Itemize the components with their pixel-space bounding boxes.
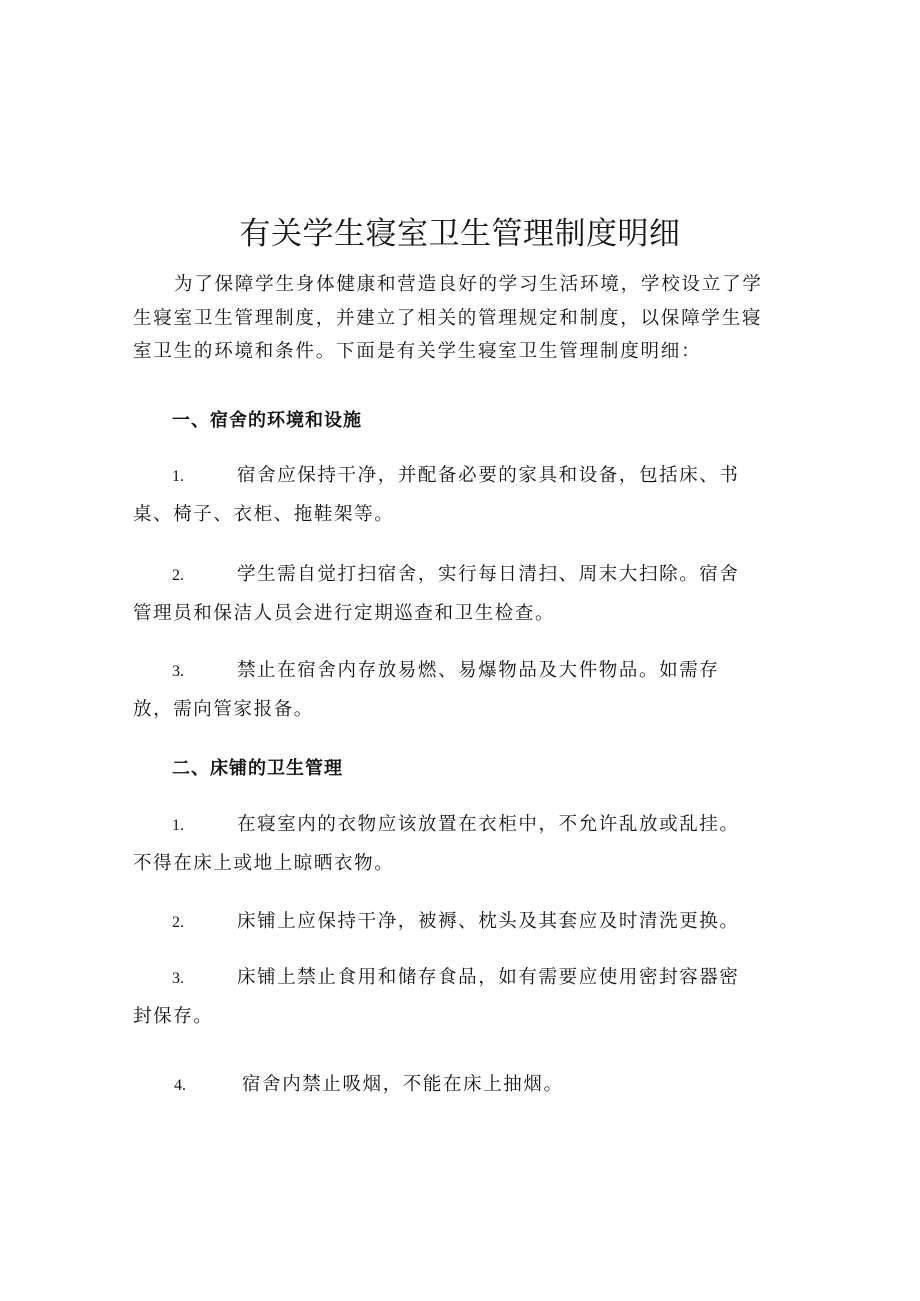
- item-text: 禁止在宿舍内存放易燃、易爆物品及大件物品。如需存放，需向管家报备。: [133, 660, 720, 720]
- list-item: [133, 903, 753, 942]
- item-text: 宿舍内禁止吸烟，不能在床上抽烟。: [242, 1074, 564, 1095]
- item-number: 1.: [172, 817, 184, 834]
- item-text: 在寝室内的衣物应该放置在衣柜中，不允许乱放或乱挂。不得在床上或地上晾晒衣物。: [133, 814, 740, 874]
- list-item: [133, 556, 753, 633]
- list-item: [133, 457, 753, 534]
- list-item: [133, 1066, 753, 1105]
- item-text: 学生需自觉打扫宿舍，实行每日清扫、周末大扫除。宿舍管理员和保洁人员会进行定期巡查和卫生检查。: [133, 564, 740, 624]
- item-number: 1.: [172, 468, 184, 485]
- item-number: 3.: [172, 663, 184, 680]
- item-number: 4.: [174, 1077, 186, 1094]
- item-number: 2.: [172, 914, 184, 931]
- item-number: 2.: [172, 567, 184, 584]
- item-text: 床铺上禁止食用和储存食品，如有需要应使用密封容器密封保存。: [133, 967, 740, 1027]
- item-text: 宿舍应保持干净，并配备必要的家具和设备，包括床、书桌、椅子、衣柜、拖鞋架等。: [133, 465, 740, 525]
- section-heading-bedding: 二、床铺的卫生管理: [172, 758, 343, 779]
- list-item: [133, 806, 753, 883]
- list-item: [133, 652, 753, 729]
- item-text: 床铺上应保持干净，被褥、枕头及其套应及时清洗更换。: [237, 911, 740, 932]
- item-number: 3.: [172, 970, 184, 987]
- list-item: [133, 959, 753, 1036]
- page-title: 有关学生寝室卫生管理制度明细: [239, 216, 681, 252]
- intro-paragraph: 为了保障学生身体健康和营造良好的学习生活环境，学校设立了学生寝室卫生管理制度，并建立了相关的管理规定和制度，以保障学生寝室卫生的环境和条件。下面是有关学生寝室卫生管理制度明细：: [133, 274, 763, 362]
- section-heading-environment: 一、宿舍的环境和设施: [172, 410, 362, 431]
